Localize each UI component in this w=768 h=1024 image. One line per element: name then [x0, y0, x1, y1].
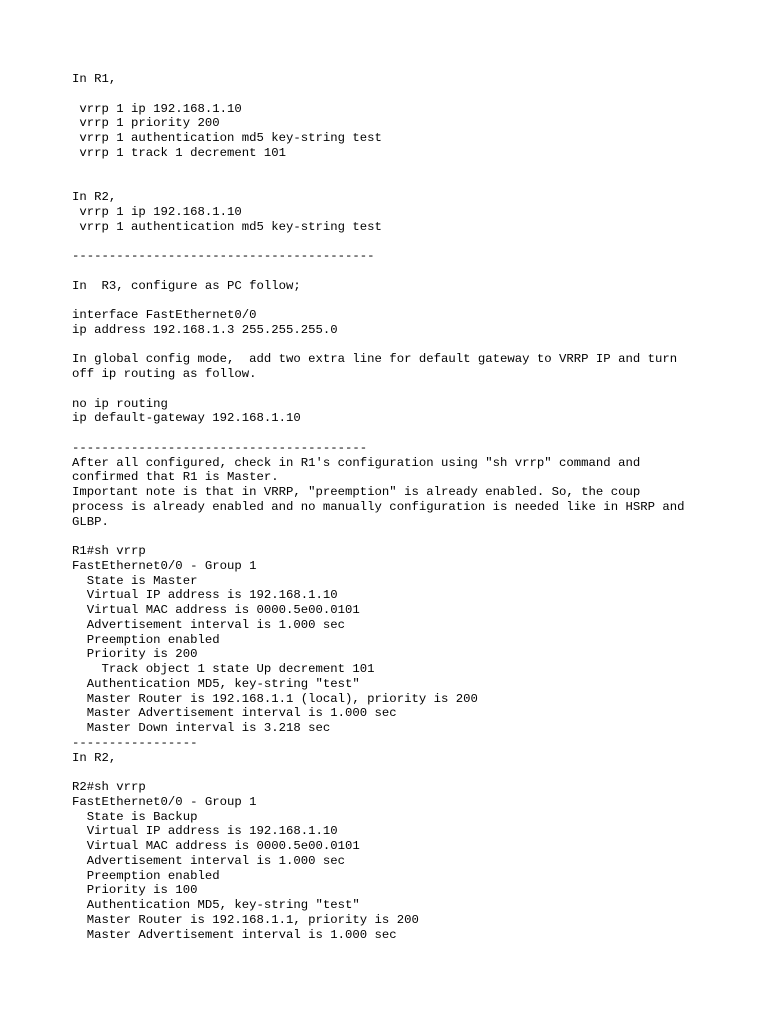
text-line: Preemption enabled — [72, 868, 220, 883]
text-line: no ip routing — [72, 396, 168, 411]
text-line: Authentication MD5, key-string "test" — [72, 898, 360, 912]
text-line: In R3, configure as PC follow; — [72, 278, 301, 293]
text-line: vrrp 1 priority 200 — [72, 116, 220, 131]
text-line: In R2, — [72, 190, 117, 204]
text-line: Track object 1 state Up decrement 101 — [72, 662, 375, 676]
text-line: In R1, — [72, 72, 117, 86]
text-line: In global config mode, add two extra line for default gateway to VRRP IP and turn — [72, 352, 678, 367]
text-line: Advertisement interval is 1.000 sec — [72, 617, 346, 632]
blank-line — [72, 426, 712, 441]
blank-line — [72, 264, 712, 279]
text-line: After all configured, check in R1's configuration using "sh vrrp" command and — [72, 455, 641, 470]
text-line: vrrp 1 authentication md5 key-string test — [72, 219, 382, 234]
text-line: Master Down interval is 3.218 sec — [72, 721, 331, 735]
text-line: confirmed that R1 is Master. — [72, 470, 279, 485]
text-line: Virtual IP address is 192.168.1.10 — [72, 588, 338, 603]
text-line: In R2, — [72, 750, 117, 765]
text-line: vrrp 1 track 1 decrement 101 — [72, 145, 287, 160]
text-line: Important note is that in VRRP, "preemption" is already enabled. So, the coup — [72, 485, 641, 499]
text-line: Virtual IP address is 192.168.1.10 — [72, 824, 338, 839]
text-line: Advertisement interval is 1.000 sec — [72, 853, 346, 868]
text-line: Master Advertisement interval is 1.000 sec — [72, 927, 397, 942]
text-line: ip default-gateway 192.168.1.10 — [72, 411, 301, 426]
text-line: Priority is 100 — [72, 883, 198, 898]
text-line: vrrp 1 ip 192.168.1.10 — [72, 101, 242, 116]
text-line: State is Backup — [72, 809, 198, 824]
text-line: Preemption enabled — [72, 632, 220, 647]
text-line: vrrp 1 ip 192.168.1.10 — [72, 204, 242, 219]
text-line: Authentication MD5, key-string "test" — [72, 676, 360, 691]
blank-line — [72, 293, 712, 308]
text-line: Master Advertisement interval is 1.000 sec — [72, 706, 397, 721]
text-line: State is Master — [72, 573, 198, 588]
text-line: off ip routing as follow. — [72, 367, 257, 381]
blank-line — [72, 87, 712, 102]
blank-line — [72, 338, 712, 353]
blank-line — [72, 234, 712, 249]
text-line: ----------------------------------------- — [72, 249, 375, 263]
text-line: GLBP. — [72, 514, 109, 529]
text-line: interface FastEthernet0/0 — [72, 308, 257, 322]
text-line: FastEthernet0/0 - Group 1 — [72, 794, 257, 809]
text-line: Master Router is 192.168.1.1 (local), priority is 200 — [72, 691, 478, 706]
blank-line — [72, 161, 712, 176]
text-line: vrrp 1 authentication md5 key-string test — [72, 131, 382, 145]
text-line: ---------------------------------------- — [72, 440, 368, 455]
text-line: ip address 192.168.1.3 255.255.255.0 — [72, 322, 338, 337]
text-line: process is already enabled and no manually configuration is needed like in HSRP and — [72, 499, 685, 514]
text-line: Master Router is 192.168.1.1, priority is 200 — [72, 912, 419, 927]
blank-line — [72, 765, 712, 780]
text-line: R1#sh vrrp — [72, 544, 146, 558]
blank-line — [72, 175, 712, 190]
text-line: R2#sh vrrp — [72, 780, 146, 794]
text-line: ----------------- — [72, 735, 198, 750]
text-line: Virtual MAC address is 0000.5e00.0101 — [72, 839, 360, 853]
blank-line — [72, 529, 712, 544]
blank-line — [72, 382, 712, 397]
text-line: Priority is 200 — [72, 647, 198, 662]
text-line: Virtual MAC address is 0000.5e00.0101 — [72, 603, 360, 617]
document-body — [72, 72, 712, 942]
text-line: FastEthernet0/0 - Group 1 — [72, 558, 257, 573]
